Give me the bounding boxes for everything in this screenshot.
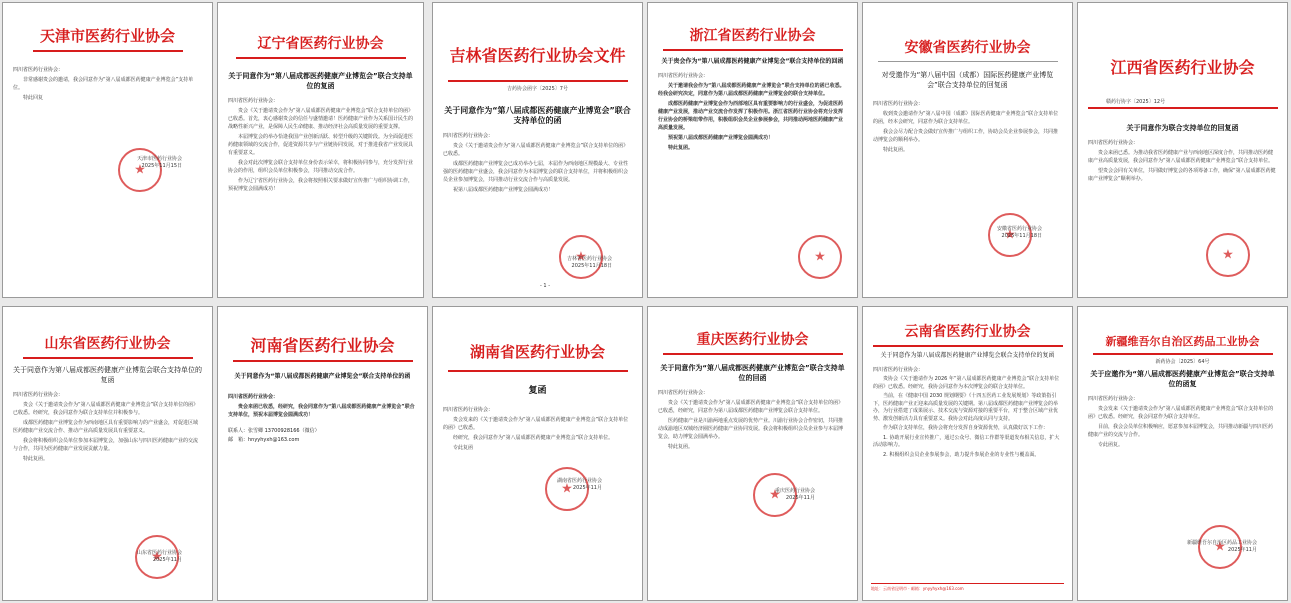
letter-body bbox=[863, 376, 1072, 459]
paragraph: 贵会《关于邀请贵会作为“第八届成都医药健康产业博览会”联合支持单位的函》已收悉。首先，衷心感谢贵会的信任与盛情邀请！医药健康产业作为关系国计民生的战略性新兴产业，是保障人民生命健康、推动经济社会高质量发展的重要支撑。 bbox=[228, 108, 414, 130]
salutation: 四川省医药行业协会： bbox=[228, 394, 279, 400]
paragraph: 成都医药健康产业博览会已成功举办七届，本届作为西南地区规模最大、专业性强的医药健康产业盛会，我会同意作为本届博览会的联合支持单位，并将积极组织会员企业参加博览会，共同推动行业交流合作与高质量发展。 bbox=[443, 161, 629, 183]
letter-body bbox=[648, 82, 857, 152]
signature: 天津市医药行业协会 2025年11月15日 bbox=[136, 156, 182, 169]
contact-email: 邮 箱：hnyyhyxh@163.com bbox=[228, 437, 300, 443]
letter-title: 关于应邀作为“第八届成都医药健康产业博览会”联合支持单位的函复 bbox=[1090, 370, 1275, 388]
document-number: 吉药协会函字〔2025〕7号 bbox=[507, 86, 568, 92]
salutation: 四川省医药行业协会： bbox=[1088, 396, 1139, 402]
contact-person: 联系人：张雪卿 13700928166（微信） bbox=[228, 428, 320, 434]
letter-title: 关于同意作为“第八届成都医药健康产业博览会”联合支持单位的复函 bbox=[228, 72, 413, 90]
letter-header: 山东省医药行业协会 bbox=[44, 336, 171, 352]
signature: 重庆医药行业协会 2025年11月 bbox=[774, 488, 815, 501]
letter-header: 云南省医药行业协会 bbox=[904, 324, 1031, 340]
paragraph: 贵会《关于邀请贵会作为“第八届成都医药健康产业博览会”联合支持单位的函》已收悉。 bbox=[443, 143, 629, 157]
paragraph: 目前，我会会员单位积极响应，愿意参加本届博览会，共同推动新疆与四川医药健康产业的交流与合作。 bbox=[1088, 424, 1274, 438]
letter-body bbox=[3, 76, 212, 102]
paragraph: 作为联合支持单位，我协会将充分发挥自身资源优势，认真做好以下工作： bbox=[883, 425, 1049, 431]
letter-title: 关于同意作为“第八届成都医药健康产业博览会”联合支持单位的函 bbox=[234, 373, 411, 380]
signature: 新疆维吾尔自治区药品工业协会 2025年11月 bbox=[1186, 540, 1257, 553]
paragraph: 成都医药健康产业博览会作为西南地区具有重要影响力的产业盛会，对促进区域医药健康产业交流合作、推动产业高质量发展具有重要意义。 bbox=[13, 420, 199, 434]
paragraph: 专此复函 bbox=[453, 445, 474, 451]
letter-tianjin bbox=[2, 2, 213, 298]
header-rule bbox=[23, 357, 193, 359]
letter-body bbox=[1078, 405, 1287, 449]
letter-body bbox=[433, 416, 642, 452]
paragraph: 我会将积极组织会员单位参加本届博览会，加强山东与四川医药健康产业的交流与合作，共同为医药健康产业发展贡献力量。 bbox=[13, 438, 199, 452]
salutation: 四川省医药行业协会： bbox=[1088, 140, 1139, 146]
salutation: 四川省医药行业协会： bbox=[873, 367, 924, 373]
paragraph: 贵会《关于邀请贵会作为“第八届成都医药健康产业博览会”联合支持单位的函》已收悉。经研究，我会同意作为联合支持单位并积极参与。 bbox=[13, 402, 199, 416]
letter-header: 新疆维吾尔自治区药品工业协会 bbox=[1105, 335, 1260, 348]
salutation: 四川省医药行业协会： bbox=[443, 133, 494, 139]
letter-header: 天津市医药行业协会 bbox=[39, 27, 175, 45]
header-rule bbox=[873, 345, 1063, 347]
paragraph: 祝第八届成都医药健康产业博览会圆满成功！ bbox=[453, 187, 554, 193]
paragraph: 望贵会会同有关单位，共同做好博览会的各项筹备工作，确保“第八届成都医药健康产业博览会”顺利举办。 bbox=[1088, 168, 1276, 182]
paragraph: 特此复函。 bbox=[23, 456, 49, 462]
letter-header: 湖南省医药行业协会 bbox=[469, 343, 605, 361]
letter-header: 河南省医药行业协会 bbox=[250, 336, 395, 355]
letter-title: 关于贵会作为“第八届成都医药健康产业博览会”联合支持单位的回函 bbox=[661, 58, 844, 65]
letter-chongqing bbox=[647, 306, 858, 601]
paragraph: 2. 积极组织会员企业参展参会，助力提升参展企业的专业性与覆盖面。 bbox=[883, 451, 1040, 458]
salutation: 四川省医药行业协会： bbox=[228, 98, 279, 104]
paragraph: 特此复函。 bbox=[668, 145, 694, 151]
header-rule bbox=[878, 61, 1058, 62]
letter-title: 关于同意作为第八届成都医药健康产业博览会联合支持单位的复函 bbox=[13, 366, 202, 384]
salutation: 四川省医药行业协会： bbox=[658, 73, 709, 79]
letter-hunan bbox=[432, 306, 643, 601]
letter-body bbox=[3, 401, 212, 463]
paragraph: 贵会来函已悉。为推动我省医药健康产业与西南地区深度合作，共同推动医药健康产业高质量发展，我会同意作为“第八届成都医药健康产业博览会”联合支持单位。 bbox=[1088, 150, 1274, 164]
header-rule bbox=[33, 50, 183, 52]
paragraph: 预祝第八届成都医药健康产业博览会圆满成功！ bbox=[668, 135, 774, 141]
header-rule bbox=[448, 370, 628, 372]
paragraph: 我会对此次博览会联合支持单位身份表示荣幸，将积极协同参与，充分发挥行业协会的作用，组织会员单位积极参会，共同推动交流合作。 bbox=[228, 160, 414, 174]
paragraph: 经研究，我会同意作为“第八届成都医药健康产业博览会”联合支持单位。 bbox=[453, 435, 614, 441]
header-rule bbox=[233, 360, 413, 362]
signature: 吉林省医药行业协会 2025年11月18日 bbox=[566, 256, 612, 269]
salutation: 四川省医药行业协会： bbox=[443, 407, 494, 413]
letter-header: 浙江省医药行业协会 bbox=[689, 28, 816, 44]
paragraph: 贵会《关于邀请贵会作为“第八届成都医药健康产业博览会”联合支持单位的函》已收悉，经研究，同意作为第八届成都医药健康产业博览会联合支持单位。 bbox=[658, 400, 844, 414]
contact-info bbox=[218, 427, 427, 445]
letter-jilin bbox=[432, 2, 643, 298]
paragraph: 非常感谢贵会的邀请，我会同意作为“第八届成都医药健康产业博览会”支持单位。 bbox=[13, 77, 194, 91]
letter-title: 复函 bbox=[528, 386, 547, 396]
letterhead-footer: 地址：云南省昆明市 · 邮箱：ynyyhyxh@163.com bbox=[871, 583, 1064, 592]
letter-header: 重庆医药行业协会 bbox=[696, 332, 809, 348]
paragraph: 专此函复。 bbox=[1098, 442, 1124, 448]
letter-header: 安徽省医药行业协会 bbox=[904, 40, 1031, 56]
paragraph: 关于邀请我会作为“第八届成都医药健康产业博览会”联合支持单位的函已收悉。经我会研究决定，同意作为第八届成都医药健康产业博览会的联合支持单位。 bbox=[658, 83, 845, 97]
letter-title: 关于同意作为第八届成都医药健康产业博览会联合支持单位的复函 bbox=[880, 352, 1055, 359]
signature: 山东省医药行业协会 2025年11月 bbox=[136, 550, 182, 563]
letter-liaoning bbox=[217, 2, 424, 298]
signature: 安徽省医药行业协会 2025年11月18日 bbox=[996, 226, 1042, 239]
paragraph: 特此回复 bbox=[23, 95, 44, 101]
paragraph: 特此复函。 bbox=[668, 444, 694, 450]
paragraph: 成都医药健康产业博览会作为西部地区具有重要影响力的行业盛会，为促进医药健康产业发展，推动产业交流合作发挥了积极作用。浙江省医药行业协会将充分发挥行业协会的桥梁纽带作用，积极组织会员企业参展参会，共同推动两地医药健康产业高质量发展。 bbox=[658, 101, 844, 131]
paragraph: 收到贵会邀请作为“第八届中国（成都）国际医药健康产业博览会”联合支持单位的函，经本会研究，同意作为联合支持单位。 bbox=[873, 111, 1059, 125]
paragraph: 特此复函。 bbox=[883, 147, 909, 153]
header-rule bbox=[1093, 353, 1273, 355]
salutation: 四川省医药行业协会： bbox=[13, 67, 64, 73]
page-number: - 1 - bbox=[540, 283, 550, 289]
letter-body bbox=[1078, 149, 1287, 183]
letter-shandong bbox=[2, 306, 213, 601]
letter-yunnan bbox=[862, 306, 1073, 601]
salutation: 四川省医药行业协会： bbox=[658, 390, 709, 396]
header-rule bbox=[663, 49, 843, 51]
paragraph: 医药健康产业是川渝两地重点发展的优势产业。川渝行业协会合作密切，共同推动成渝地区双城经济圈医药健康产业协同发展。我会将积极组织会员企业参与本届博览会，助力博览会圆满举办。 bbox=[658, 418, 844, 440]
letter-jiangxi bbox=[1077, 2, 1288, 298]
official-seal bbox=[798, 235, 842, 279]
letter-title: 关于同意作为“第八届成都医药健康产业博览会”联合支持单位的函 bbox=[444, 106, 631, 125]
letter-header: 辽宁省医药行业协会 bbox=[257, 36, 384, 52]
letter-header: 吉林省医药行业协会文件 bbox=[449, 46, 626, 65]
letter-title: 关于同意作为“第八届成都医药健康产业博览会”联合支持单位的回函 bbox=[660, 364, 845, 382]
paragraph: 贵会发来《关于邀请贵会作为“第八届成都医药健康产业博览会”联合支持单位的函》已收悉。经研究，我会同意作为联合支持单位。 bbox=[1088, 406, 1274, 420]
letter-body bbox=[863, 110, 1072, 154]
salutation: 四川省医药行业协会： bbox=[873, 101, 924, 107]
paragraph: 本届博览会的举办恰逢我国产业创新活跃、转型升级的关键阶段。为全面促进医药健康领域的交流合作，促进资源共享与产业链协同发展，对于推进我省产业发展具有重要意义。 bbox=[228, 134, 414, 156]
header-rule bbox=[448, 80, 628, 82]
document-number: 新药协会〔2025〕64号 bbox=[1155, 359, 1210, 365]
header-rule bbox=[236, 57, 406, 59]
signature: 湖南省医药行业协会 2025年11月 bbox=[556, 478, 602, 491]
letter-xinjiang bbox=[1077, 306, 1288, 601]
letter-body bbox=[218, 107, 423, 193]
header-rule bbox=[663, 353, 843, 355]
official-seal bbox=[1206, 233, 1250, 277]
letter-body bbox=[433, 142, 642, 194]
paragraph: 作为辽宁省医药行业协会，我会将按照相关要求做好宣传推广与组织协调工作，预祝博览会圆满成功！ bbox=[228, 178, 414, 192]
paragraph: 贵协会《关于邀请作为 2026 年“第八届成都医药健康产业博览会”联合支持单位的函》已收悉。经研究，我协会同意作为本次博览会的联合支持单位。 bbox=[873, 376, 1060, 390]
salutation: 四川省医药行业协会： bbox=[13, 392, 64, 398]
letter-zhejiang bbox=[647, 2, 858, 298]
paragraph: 当前，在《健康中国 2030 规划纲要》《十四五医药工业发展规划》等政策指引下，医药健康产业正迎来高质量发展的关键期。第八届成都医药健康产业博览会的举办，为行业搭建了成果展示、技术交流与资源对接的重要平台，对于整合区域产业优势、激发创新活力具有重要意义。我协会对此高度认同与支持。 bbox=[873, 393, 1059, 422]
letter-anhui bbox=[862, 2, 1073, 298]
letter-header: 江西省医药行业协会 bbox=[1110, 58, 1255, 77]
paragraph: 1. 协助开展行业宣传推广，通过公众号、微信工作群等渠道发布相关信息，扩大活动影响力。 bbox=[873, 434, 1060, 448]
letter-title: 关于同意作为联合支持单位的回复函 bbox=[1126, 124, 1239, 132]
letter-body bbox=[218, 403, 427, 419]
header-rule bbox=[1088, 107, 1278, 109]
letter-title: 对受邀作为“第八届中国（成都）国际医药健康产业博览会”联合支持单位的回复函 bbox=[881, 71, 1054, 89]
paragraph: 我会会尽力配合贵会做好宣传推广与组织工作，协助会员企业参展参会，共同推动博览会的顺利举办。 bbox=[873, 129, 1059, 143]
paragraph: 贵会来函已收悉，经研究，我会同意作为“第八届成都医药健康产业博览会”联合支持单位，预祝本届博览会圆满成功！ bbox=[228, 404, 415, 418]
letter-henan bbox=[217, 306, 428, 601]
document-number: 赣药行协字〔2025〕12号 bbox=[1106, 99, 1166, 105]
paragraph: 贵会发来的《关于邀请贵会作为“第八届成都医药健康产业博览会”联合支持单位的函》已收悉。 bbox=[443, 417, 629, 431]
letter-body bbox=[648, 399, 857, 451]
